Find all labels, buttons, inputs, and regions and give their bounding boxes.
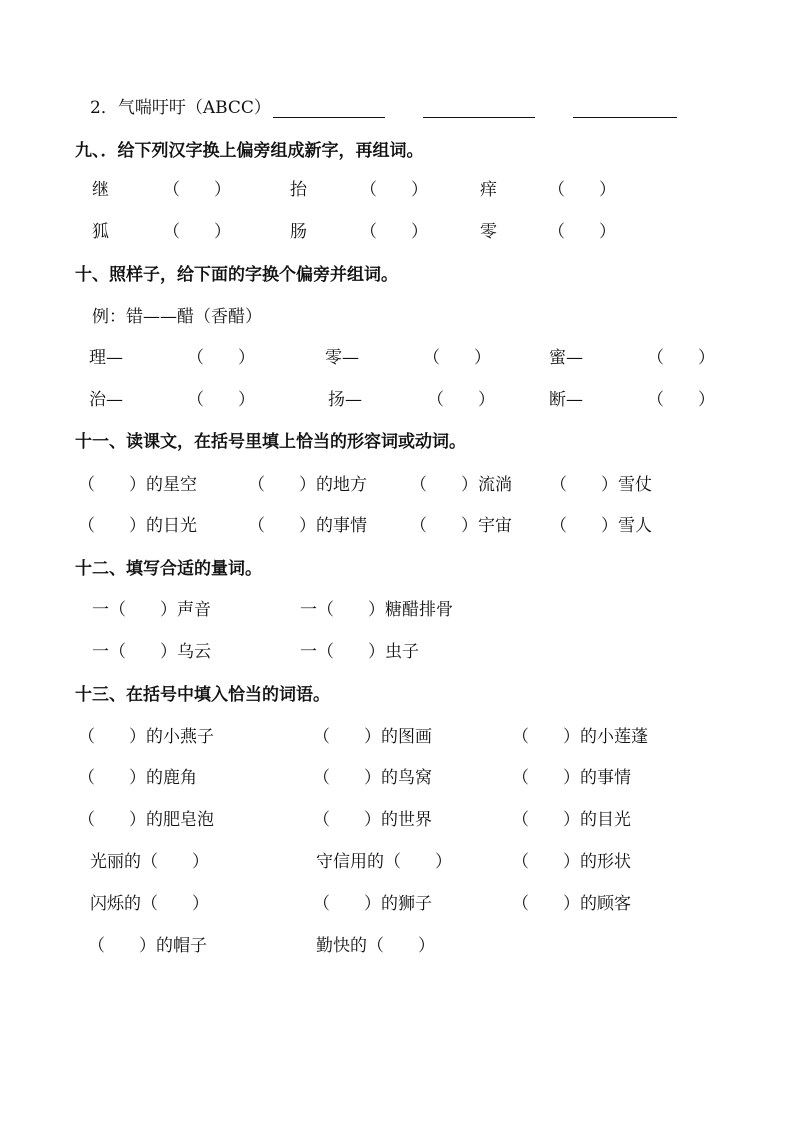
sec10-example: 例：错——醋（香醋）	[92, 307, 262, 327]
sec9-char: 肠	[290, 222, 307, 242]
q2-line	[90, 96, 271, 120]
sec13-item[interactable]: （ ）的狮子	[313, 894, 432, 914]
sec13-item[interactable]: （ ）的形状	[512, 852, 631, 872]
sec10-paren[interactable]: （ ）	[647, 348, 715, 368]
sec9-char: 零	[480, 222, 497, 242]
sec10-char: 理—	[89, 348, 123, 368]
sec11-item[interactable]: （ ）的星空	[78, 475, 197, 495]
sec10-char: 治—	[89, 390, 123, 410]
sec13-item[interactable]: （ ）的图画	[313, 727, 432, 747]
sec9-char: 痒	[480, 180, 497, 200]
sec12-item[interactable]: 一（ ）虫子	[300, 642, 419, 662]
section-11-title: 十一、读课文，在括号里填上恰当的形容词或动词。	[75, 432, 466, 452]
answer-blank-1[interactable]	[273, 117, 385, 118]
sec9-char: 抬	[290, 180, 307, 200]
sec9-char: 狐	[92, 222, 109, 242]
answer-blank-2[interactable]	[423, 117, 535, 118]
sec10-char: 零—	[325, 348, 359, 368]
sec12-item[interactable]: 一（ ）乌云	[92, 642, 211, 662]
sec10-char: 蜜—	[549, 348, 583, 368]
sec11-item[interactable]: （ ）的事情	[248, 516, 367, 536]
sec12-item[interactable]: 一（ ）糖醋排骨	[300, 600, 453, 620]
section-12-title: 十二、填写合适的量词。	[75, 559, 262, 579]
sec12-item[interactable]: 一（ ）声音	[92, 600, 211, 620]
sec13-item[interactable]: （ ）的世界	[313, 810, 432, 830]
sec10-char: 扬—	[328, 390, 362, 410]
section-10-title: 十、照样子，给下面的字换个偏旁并组词。	[75, 265, 398, 285]
sec13-item[interactable]: （ ）的帽子	[88, 936, 207, 956]
sec10-paren[interactable]: （ ）	[187, 390, 255, 410]
sec10-paren[interactable]: （ ）	[647, 390, 715, 410]
sec11-item[interactable]: （ ）宇宙	[410, 516, 512, 536]
section-13-title: 十三、在括号中填入恰当的词语。	[75, 685, 330, 705]
sec13-item[interactable]: 光丽的（ ）	[90, 852, 209, 872]
sec10-paren[interactable]: （ ）	[423, 348, 491, 368]
sec9-char: 继	[92, 180, 109, 200]
sec13-item[interactable]: （ ）的鹿角	[78, 768, 197, 788]
sec11-item[interactable]: （ ）的地方	[248, 475, 367, 495]
sec10-char: 断—	[549, 390, 583, 410]
section-9-title: 九、．给下列汉字换上偏旁组成新字，再组词。	[75, 141, 424, 161]
sec9-paren[interactable]: （ ）	[163, 180, 231, 200]
sec9-paren[interactable]: （ ）	[360, 222, 428, 242]
sec9-paren[interactable]: （ ）	[548, 222, 616, 242]
sec13-item[interactable]: 勤快的（ ）	[316, 936, 435, 956]
sec13-item[interactable]: （ ）的事情	[512, 768, 631, 788]
sec11-item[interactable]: （ ）流淌	[410, 475, 512, 495]
sec13-item[interactable]: （ ）的小莲蓬	[512, 727, 648, 747]
sec13-item[interactable]: （ ）的鸟窝	[313, 768, 432, 788]
sec9-paren[interactable]: （ ）	[163, 222, 231, 242]
sec10-paren[interactable]: （ ）	[427, 390, 495, 410]
sec13-item[interactable]: （ ）的肥皂泡	[78, 810, 214, 830]
sec13-item[interactable]: 闪烁的（ ）	[90, 894, 209, 914]
q2-text: 2．气喘吁吁（ABCC）	[90, 98, 271, 118]
answer-blank-3[interactable]	[573, 117, 677, 118]
sec13-item[interactable]: 守信用的（ ）	[316, 852, 452, 872]
sec11-item[interactable]: （ ）的日光	[78, 516, 197, 536]
sec11-item[interactable]: （ ）雪仗	[550, 475, 652, 495]
sec11-item[interactable]: （ ）雪人	[550, 516, 652, 536]
sec13-item[interactable]: （ ）的小燕子	[78, 727, 214, 747]
sec9-paren[interactable]: （ ）	[548, 180, 616, 200]
sec10-paren[interactable]: （ ）	[187, 348, 255, 368]
sec13-item[interactable]: （ ）的目光	[512, 810, 631, 830]
sec9-paren[interactable]: （ ）	[360, 180, 428, 200]
sec13-item[interactable]: （ ）的顾客	[512, 894, 631, 914]
